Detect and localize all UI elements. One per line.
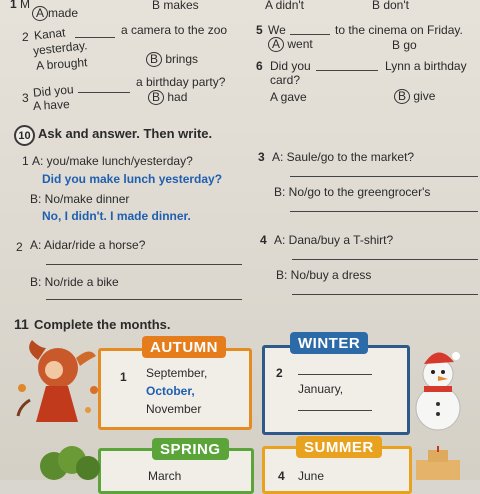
q3-number: 3 <box>22 91 29 105</box>
q1-option-a: A made <box>32 6 78 21</box>
q3-text: a birthday party? <box>136 75 226 89</box>
ex10-item-4-question: A: Dana/buy a T-shirt? <box>274 233 394 247</box>
ex10-item-3-question: A: Saule/go to the market? <box>272 150 415 164</box>
summer-label: SUMMER <box>296 436 382 458</box>
ex10-item-1-question-answer: Did you make lunch yesterday? <box>42 172 223 186</box>
answer-circle: B <box>148 90 164 105</box>
q5-text: to the cinema on Friday. <box>335 23 463 37</box>
q2-lead: Kanat <box>33 25 67 43</box>
ex10-item-3-number: 3 <box>258 150 265 164</box>
ex10-item-4-response: B: No/buy a dress <box>276 268 372 282</box>
spring-label: SPRING <box>152 438 229 460</box>
spring-month-1: March <box>148 469 182 483</box>
ex10-item-1-response: B: No/make dinner <box>30 192 130 206</box>
winter-number: 2 <box>276 366 283 380</box>
q2-option-a: A brought <box>35 55 88 73</box>
q5-option-b: B go <box>392 38 417 52</box>
q6-lead: Did you <box>270 59 311 73</box>
q6-option-b: B give <box>394 89 435 104</box>
autumn-number: 1 <box>120 370 127 384</box>
exercise-11-number: 11 <box>14 316 29 332</box>
winter-label: WINTER <box>290 332 368 354</box>
q3-blank[interactable] <box>78 92 130 93</box>
autumn-month-2: October, <box>146 384 195 398</box>
q2-option-b: B brings <box>146 52 198 67</box>
ex10-item-4-number: 4 <box>260 233 267 247</box>
ex10-item-1-response-answer: No, I didn't. I made dinner. <box>42 209 191 223</box>
q6-text-2: card? <box>270 73 301 87</box>
q6-blank[interactable] <box>316 70 378 71</box>
q2-lead-2: yesterday. <box>32 38 89 58</box>
q5-blank[interactable] <box>290 34 330 35</box>
ex10-item-1-question: A: you/make lunch/yesterday? <box>32 154 193 168</box>
ex10-item-3-question-line[interactable] <box>290 176 478 177</box>
q6-option-a: A gave <box>270 90 307 104</box>
q2-text: a camera to the zoo <box>121 23 228 37</box>
answer-circle: A <box>32 6 48 21</box>
autumn-label: AUTUMN <box>142 336 226 358</box>
q3-lead: Did you <box>32 82 75 100</box>
q4-option-b: B don't <box>372 0 409 12</box>
exercise-11-title: Complete the months. <box>34 317 171 332</box>
autumn-girl-icon <box>10 340 110 430</box>
winter-blank-1[interactable] <box>298 374 372 375</box>
autumn-month-3: November <box>146 402 202 416</box>
summer-number: 4 <box>278 469 285 483</box>
ex10-item-2-question: A: Aidar/ride a horse? <box>30 238 146 252</box>
answer-circle: A <box>268 37 284 52</box>
ex10-item-2-response: B: No/ride a bike <box>30 275 119 289</box>
winter-blank-3[interactable] <box>298 410 372 411</box>
ex10-item-2-number: 2 <box>16 240 23 254</box>
ex10-item-3-response-line[interactable] <box>290 211 478 212</box>
exercise-10-badge: 10 <box>14 125 35 146</box>
ex10-item-2-question-line[interactable] <box>46 264 242 265</box>
sandcastle-icon <box>408 446 468 480</box>
ex10-item-1-number: 1 <box>22 154 29 168</box>
q3-option-a: A have <box>32 97 71 113</box>
q1-option-b: B makes <box>152 0 199 12</box>
q2-number: 2 <box>22 30 29 44</box>
q5-lead: We <box>268 23 286 37</box>
summer-month-1: June <box>298 469 325 483</box>
ex10-item-3-response: B: No/go to the greengrocer's <box>274 185 431 199</box>
q6-number: 6 <box>256 59 263 73</box>
winter-month-2: January, <box>298 382 344 396</box>
ex10-item-4-response-line[interactable] <box>292 294 478 295</box>
answer-circle: B <box>394 89 410 104</box>
exercise-10-title: Ask and answer. Then write. <box>38 126 213 141</box>
q5-option-a: A went <box>268 37 313 52</box>
q3-option-b: B had <box>148 90 187 105</box>
q2-blank[interactable] <box>75 37 115 38</box>
q4-option-a: A didn't <box>265 0 304 12</box>
q1-number: 1 M <box>10 0 31 11</box>
ex10-item-2-response-line[interactable] <box>46 299 242 300</box>
q6-text: Lynn a birthday <box>385 59 467 73</box>
q5-number: 5 <box>256 23 263 37</box>
spring-tree-icon <box>34 446 104 480</box>
autumn-month-1: September, <box>146 366 208 380</box>
snowman-icon <box>402 348 476 434</box>
answer-circle: B <box>146 52 162 67</box>
ex10-item-4-question-line[interactable] <box>292 259 478 260</box>
